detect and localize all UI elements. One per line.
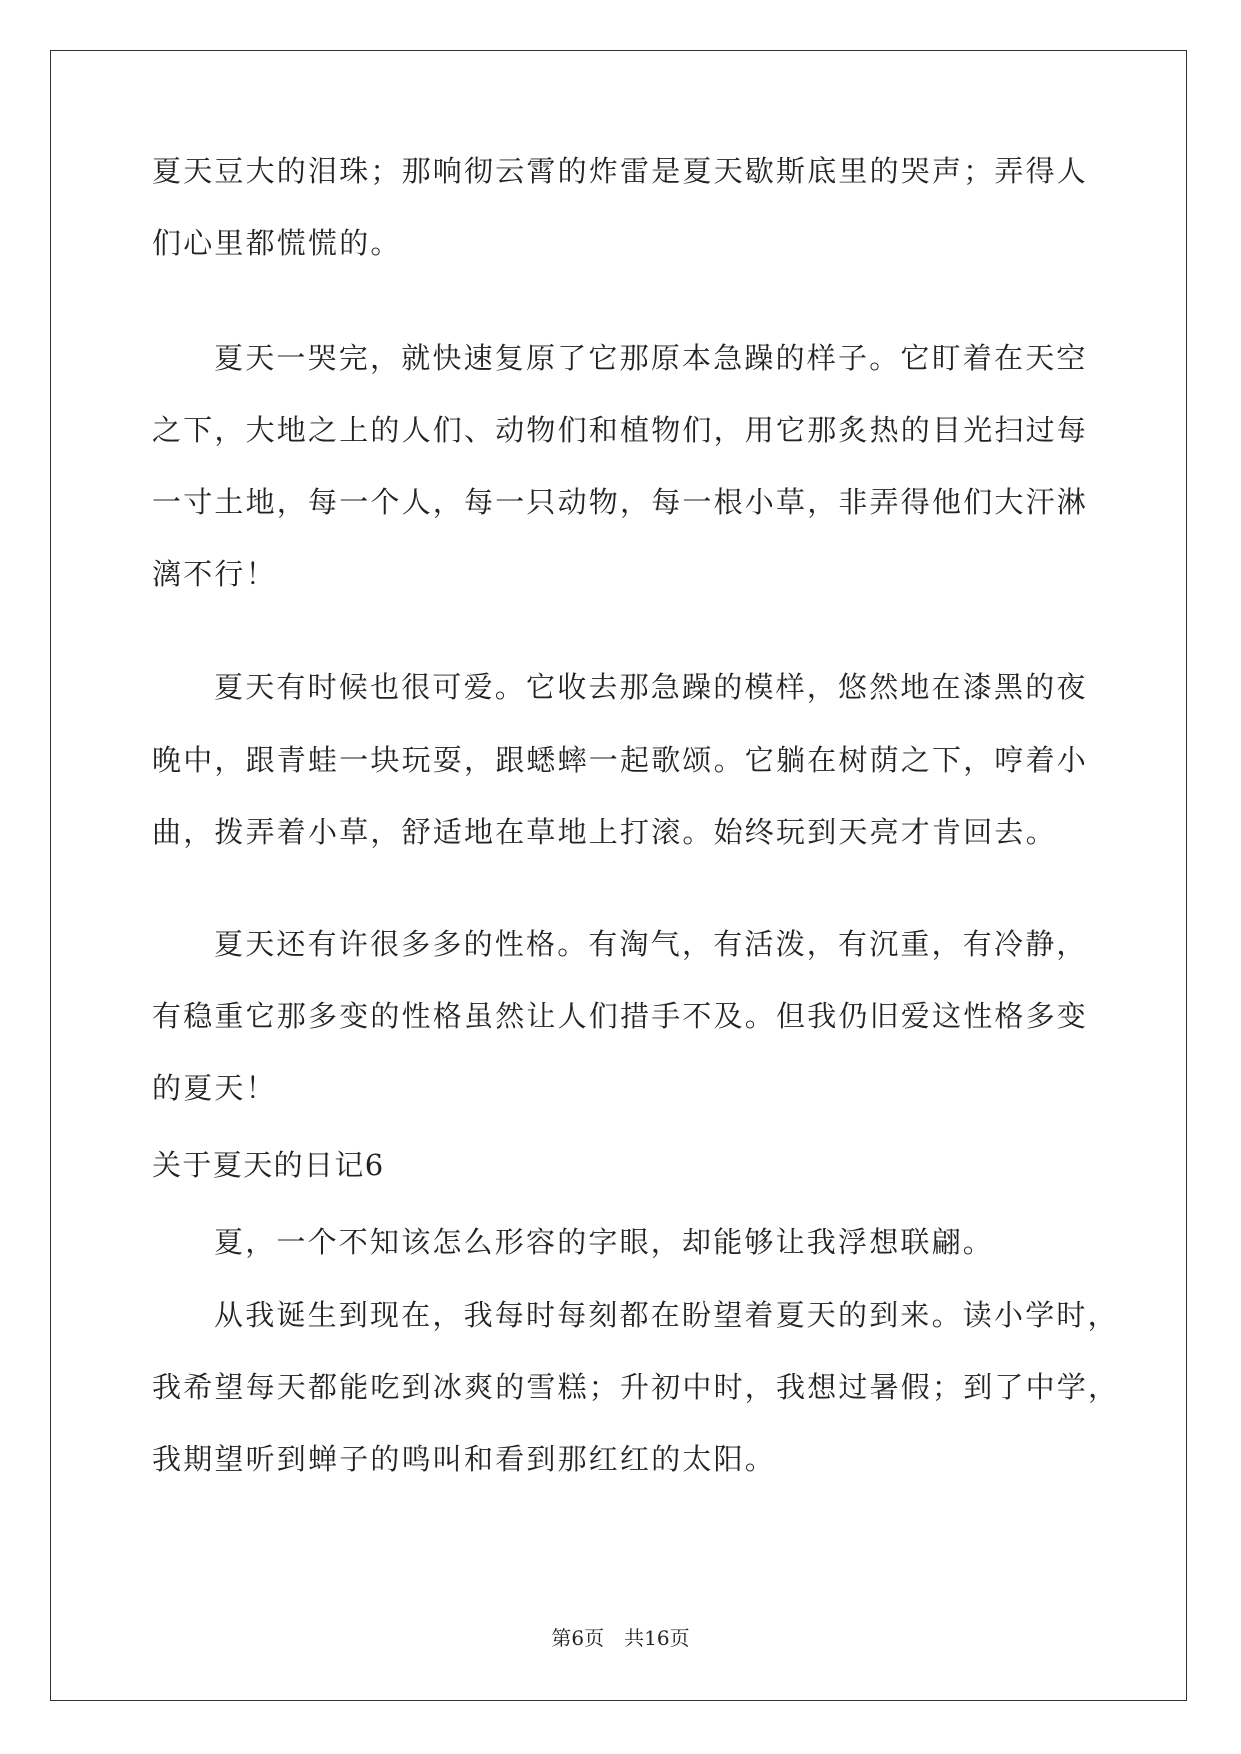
- text-line: 的夏天！: [152, 1071, 277, 1105]
- page-number-footer: 第6页 共16页: [551, 1626, 690, 1650]
- text-line: 夏天有时候也很可爱。它收去那急躁的模样，悠然地在漆黑的夜: [214, 670, 1088, 704]
- text-line: 漓不行！: [152, 557, 277, 591]
- text-line: 我期望听到蝉子的鸣叫和看到那红红的太阳。: [152, 1442, 777, 1476]
- text-line: 们心里都慌慌的。: [152, 226, 402, 260]
- text-line: 晚中，跟青蛙一块玩耍，跟蟋蟀一起歌颂。它躺在树荫之下，哼着小: [152, 743, 1089, 777]
- text-line: 曲，拨弄着小草，舒适地在草地上打滚。始终玩到天亮才肯回去。: [152, 815, 1057, 849]
- text-line: 夏天一哭完，就快速复原了它那原本急躁的样子。它盯着在天空: [214, 341, 1088, 375]
- text-line: 夏天豆大的泪珠；那响彻云霄的炸雷是夏天歇斯底里的哭声；弄得人: [152, 154, 1089, 188]
- text-line: 夏，一个不知该怎么形容的字眼，却能够让我浮想联翩。: [214, 1225, 995, 1259]
- text-line: 之下，大地之上的人们、动物们和植物们，用它那炙热的目光扫过每: [152, 413, 1089, 447]
- text-line: 一寸土地，每一个人，每一只动物，每一根小草，非弄得他们大汗淋: [152, 485, 1089, 519]
- text-line: 夏天还有许很多多的性格。有淘气，有活泼，有沉重，有冷静，: [214, 927, 1088, 961]
- section-heading: 关于夏天的日记6: [152, 1148, 385, 1182]
- text-line: 从我诞生到现在，我每时每刻都在盼望着夏天的到来。读小学时，: [214, 1298, 1119, 1332]
- text-line: 有稳重它那多变的性格虽然让人们措手不及。但我仍旧爱这性格多变: [152, 999, 1089, 1033]
- text-line: 我希望每天都能吃到冰爽的雪糕；升初中时，我想过暑假；到了中学，: [152, 1370, 1120, 1404]
